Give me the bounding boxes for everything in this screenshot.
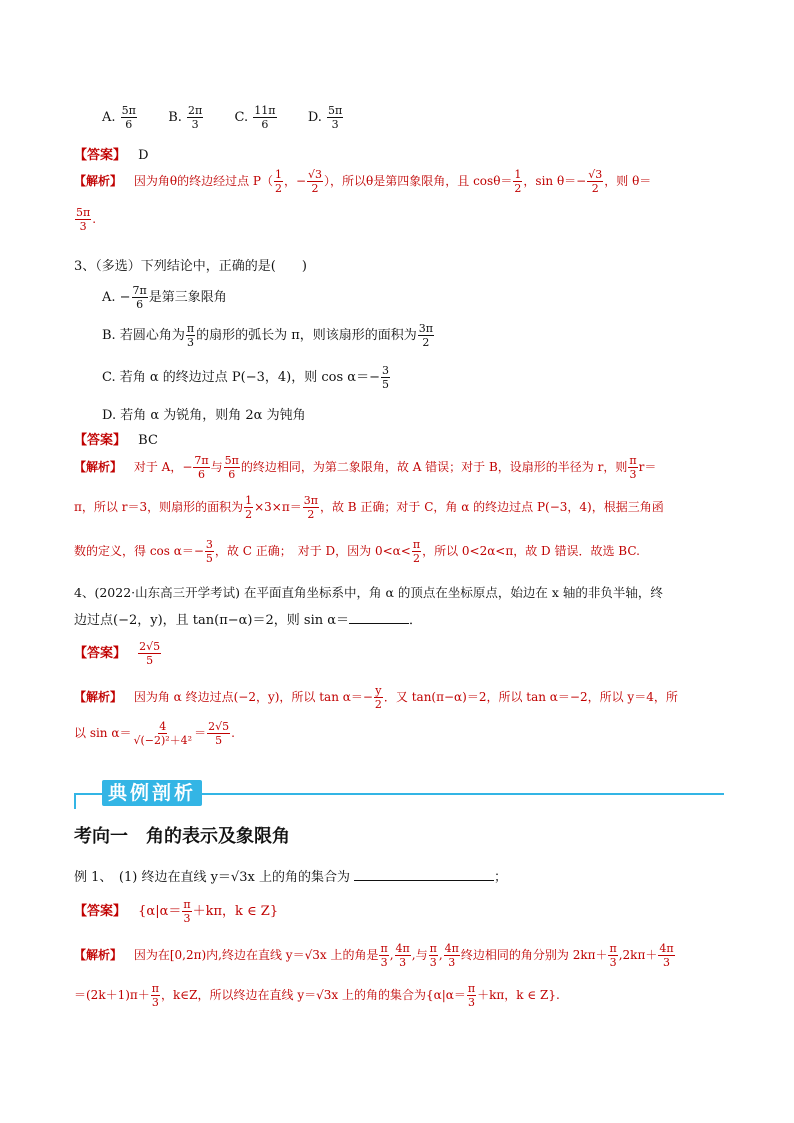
analysis-example-1-line1: 【解析】 因为在[0,2π)内,终边在直线 y＝√3x 上的角是 $\frac{\pi}{3}$ , $\frac{4\pi}{3}$ ,与 $\frac{\pi}{3}$ , $\frac{4\pi}{3}$ 终边相同的角分别为 2kπ＋ $\frac{\pi}{3}$ ,2kπ＋ $\frac{4\pi}{3}$: [74, 942, 674, 969]
option-c-label: C.: [234, 110, 249, 125]
analysis-text: 因为角θ的终边经过点 P（ $\frac{1}{2}$ ，− $\frac{√3}{2}$ ），所以θ是第四象限角，且 cosθ＝ $\frac{1}{2}$ ，sin θ＝− $\frac{√3}{2}$ ，则 θ＝: [133, 168, 652, 195]
answer-value: D: [138, 148, 149, 163]
analysis-q4-line1: 【解析】 因为角 α 终边过点(−2，y)，所以 tan α＝− $\frac{y}{2}$ ．又 tan(π−α)＝2，所以 tan α＝−2，所以 y＝4，所: [74, 684, 678, 711]
answer-q3: 【答案】 BC: [74, 433, 158, 448]
analysis-q3-line1: 【解析】 对于 A，− $\frac{7\pi}{6}$ 与 $\frac{5\pi}{6}$ 的终边相同，为第二象限角，故 A 错误；对于 B，设扇形的半径为 r，则 $\frac{\pi}{3}$ r＝: [74, 454, 657, 481]
q3-stem: 3、（多选）下列结论中，正确的是( ): [74, 259, 307, 274]
q3-option-c: C. 若角 α 的终边过点 P(−3，4)，则 cos α＝− $\frac{3}{5}$: [102, 364, 389, 391]
answer-tag: 【答案】: [74, 148, 127, 163]
example-1-blank[interactable]: [354, 880, 494, 881]
q4-line1: 4、(2022·山东高三开学考试) 在平面直角坐标系中，角 α 的顶点在坐标原点，始边在 x 轴的非负半轴，终: [74, 585, 663, 600]
q3-option-a: A. − $\frac{7\pi}{6}$ 是第三象限角: [102, 284, 227, 311]
answer-q4: 【答案】 $\frac{2√5}{5}$: [74, 640, 161, 667]
option-c-fraction: $\frac{11\pi}{6}$: [254, 104, 276, 131]
option-a-fraction: $\frac{5\pi}{6}$: [121, 104, 136, 131]
analysis-q2: [74, 168, 651, 195]
q4-blank[interactable]: [349, 623, 409, 624]
analysis-q3-line3: 数的定义，得 cos α＝− $\frac{3}{5}$ ，故 C 正确； 对于 D，因为 0<α< $\frac{\pi}{2}$ ，所以 0<2α<π，故 D 错误．故选 BC.: [74, 538, 640, 565]
answer-example-1: 【答案】 {α|α＝ $\frac{\pi}{3}$ ＋kπ，k ∈ Z}: [74, 898, 279, 925]
option-d-fraction: $\frac{5\pi}{3}$: [328, 104, 343, 131]
answer-q2: [74, 144, 149, 163]
section-heading: 考向一 角的表示及象限角: [74, 826, 290, 847]
option-b-fraction: $\frac{2\pi}{3}$: [188, 104, 203, 131]
q3-option-b: B. 若圆心角为 $\frac{\pi}{3}$ 的扇形的弧长为 π，则该扇形的面积为 $\frac{3\pi}{2}$: [102, 322, 433, 349]
example-1-stem: 例 1、 (1) 终边在直线 y＝√3x 上的角的集合为 ；: [74, 870, 507, 885]
analysis-q2-continued: $\frac{5\pi}{3}$ .: [76, 206, 97, 233]
option-d-label: D.: [307, 110, 322, 125]
q4-line2: 边过点(−2，y)，且 tan(π−α)＝2，则 sin α＝ ．: [74, 613, 423, 628]
option-b-label: B.: [168, 110, 182, 125]
banner-title: 典例剖析: [102, 780, 202, 806]
analysis-q3-line2: π，所以 r＝3，则扇形的面积为 $\frac{1}{2}$ ×3×π＝ $\frac{3\pi}{2}$ ，故 B 正确；对于 C，角 α 的终边过点 P(−3，4)，根据三角函: [74, 494, 664, 521]
option-a-label: A.: [102, 110, 116, 125]
analysis-tag: 【解析】: [74, 174, 123, 188]
banner-tick: [74, 793, 76, 809]
analysis-q4-line2: 以 sin α＝ $\frac{4}{\text{√(−2)²＋4²}}$ ＝ $\frac{2√5}{5}$ .: [74, 720, 235, 747]
q2-options: [102, 104, 344, 131]
analysis-example-1-line2: ＝(2k＋1)π＋ $\frac{\pi}{3}$ ，k∈Z，所以终边在直线 y＝√3x 上的角的集合为{α|α＝ $\frac{\pi}{3}$ ＋kπ，k ∈ Z}.: [74, 982, 560, 1009]
q3-option-d: D. 若角 α 为锐角，则角 2α 为钝角: [102, 408, 306, 423]
